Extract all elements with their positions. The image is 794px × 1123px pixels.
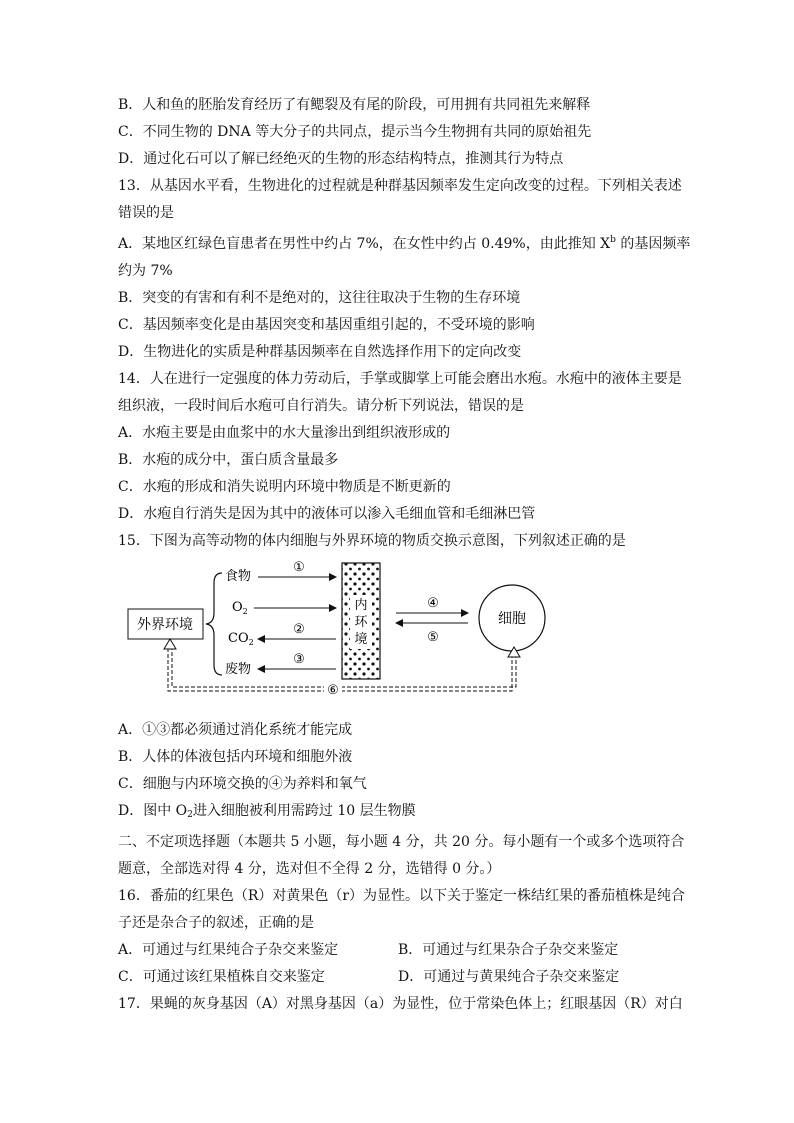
q14-option-b: B．水疱的成分中，蛋白质含量最多 bbox=[118, 452, 339, 468]
brace bbox=[206, 573, 222, 675]
external-env-label: 外界环境 bbox=[137, 617, 193, 633]
q13-stem-line2: 错误的是 bbox=[118, 205, 174, 221]
q14-option-c: C．水疱的形成和消失说明内环境中物质是不断更新的 bbox=[118, 479, 451, 495]
q15-option-b: B．人体的体液包括内环境和细胞外液 bbox=[118, 749, 353, 765]
q12-option-c: C．不同生物的 DNA 等大分子的共同点，提示当今生物拥有共同的原始祖先 bbox=[118, 124, 592, 140]
internal-env-char-3: 境 bbox=[354, 632, 368, 647]
q14-stem-line2: 组织液，一段时间后水疱可自行消失。请分析下列说法，错误的是 bbox=[118, 398, 524, 414]
q17-stem-line1: 17．果蝇的灰身基因（A）对黑身基因（a）为显性，位于常染色体上；红眼基因（R）对白 bbox=[118, 996, 683, 1012]
q12-option-b: B．人和鱼的胚胎发育经历了有鳃裂及有尾的阶段，可用拥有共同祖先来解释 bbox=[118, 97, 591, 113]
q13-option-a-continued: 约为 7% bbox=[118, 263, 173, 279]
food-label: 食物 bbox=[225, 569, 252, 584]
arrowhead-to-env bbox=[164, 639, 176, 649]
internal-env-char-2: 环 bbox=[354, 615, 368, 630]
q16-option-d: D．可通过与黄果纯合子杂交来鉴定 bbox=[398, 969, 620, 985]
q16-option-c: C．可通过该红果植株自交来鉴定 bbox=[118, 969, 325, 985]
q13-option-a-text: A．某地区红绿色盲患者在男性中约占 7%，在女性中约占 0.49%，由此推知 X bbox=[118, 236, 611, 252]
cell-label: 细胞 bbox=[498, 611, 526, 627]
q16-stem-line2: 子还是杂合子的叙述，正确的是 bbox=[118, 915, 314, 931]
q15-option-d-tail: 进入细胞被利用需跨过 10 层生物膜 bbox=[192, 803, 416, 819]
q15-option-c: C．细胞与内环境交换的④为养料和氧气 bbox=[118, 776, 367, 792]
q15-option-d bbox=[118, 798, 678, 829]
section2-heading-line2: 题意，全部选对得 4 分，选对但不全得 2 分，选错得 0 分。） bbox=[118, 861, 501, 877]
q13-option-a bbox=[118, 227, 691, 258]
q16-stem-line1: 16．番茄的红果色（R）对黄果色（r）为显性。以下关于鉴定一株结红果的番茄植株是纯合 bbox=[118, 888, 686, 904]
exchange-diagram-svg bbox=[118, 561, 678, 711]
arrow-4-number: ④ bbox=[427, 596, 439, 611]
section2-heading-line1: 二、不定项选择题（本题共 5 小题，每小题 4 分，共 20 分。每小题有一个或多个选项符合 bbox=[118, 834, 685, 850]
q15-option-d-subscript: 2 bbox=[187, 810, 193, 820]
q13-option-a-tail: 的基因频率 bbox=[615, 236, 691, 252]
exchange-diagram bbox=[118, 561, 678, 711]
arrow-3-number: ③ bbox=[293, 652, 305, 667]
arrow-6-number: ⑥ bbox=[327, 683, 339, 698]
internal-env-char-1: 内 bbox=[354, 598, 368, 613]
co2-label: $CO_2$ bbox=[228, 631, 254, 647]
waste-label: 废物 bbox=[225, 662, 252, 677]
arrow-2-number: ② bbox=[293, 622, 305, 637]
arrow-1-number: ① bbox=[293, 561, 305, 575]
q15-stem: 15．下图为高等动物的体内细胞与外界环境的物质交换示意图，下列叙述正确的是 bbox=[118, 533, 626, 549]
q16-option-b: B．可通过与红果杂合子杂交来鉴定 bbox=[398, 942, 619, 958]
q15-option-a: A．①③都必须通过消化系统才能完成 bbox=[118, 722, 353, 738]
q13-option-b: B．突变的有害和有利不是绝对的，这往往取决于生物的生存环境 bbox=[118, 290, 521, 306]
q16-options-row1 bbox=[118, 937, 678, 964]
q12-option-d: D．通过化石可以了解已经绝灭的生物的形态结构特点，推测其行为特点 bbox=[118, 151, 564, 167]
q16-option-a: A．可通过与红果纯合子杂交来鉴定 bbox=[118, 942, 339, 958]
q13-option-d: D．生物进化的实质是种群基因频率在自然选择作用下的定向改变 bbox=[118, 344, 522, 360]
q13-option-a-superscript: b bbox=[610, 235, 616, 245]
q14-option-a: A．水疱主要是由血浆中的水大量渗出到组织液形成的 bbox=[118, 425, 451, 441]
q13-stem-line1: 13．从基因水平看，生物进化的过程就是种群基因频率发生定向改变的过程。下列相关表述 bbox=[118, 178, 682, 194]
q16-options-row2 bbox=[118, 964, 678, 991]
q13-option-c: C．基因频率变化是由基因突变和基因重组引起的，不受环境的影响 bbox=[118, 317, 535, 333]
q14-option-d: D．水疱自行消失是因为其中的液体可以渗入毛细血管和毛细淋巴管 bbox=[118, 506, 536, 522]
q15-option-d-text: D．图中 O bbox=[118, 803, 188, 819]
arrow-5-number: ⑤ bbox=[427, 630, 439, 645]
exam-page bbox=[118, 92, 691, 1018]
o2-label: $O_2$ bbox=[232, 600, 248, 616]
q14-stem-line1: 14．人在进行一定强度的体力劳动后，手掌或脚掌上可能会磨出水疱。水疱中的液体主要是 bbox=[118, 371, 682, 387]
